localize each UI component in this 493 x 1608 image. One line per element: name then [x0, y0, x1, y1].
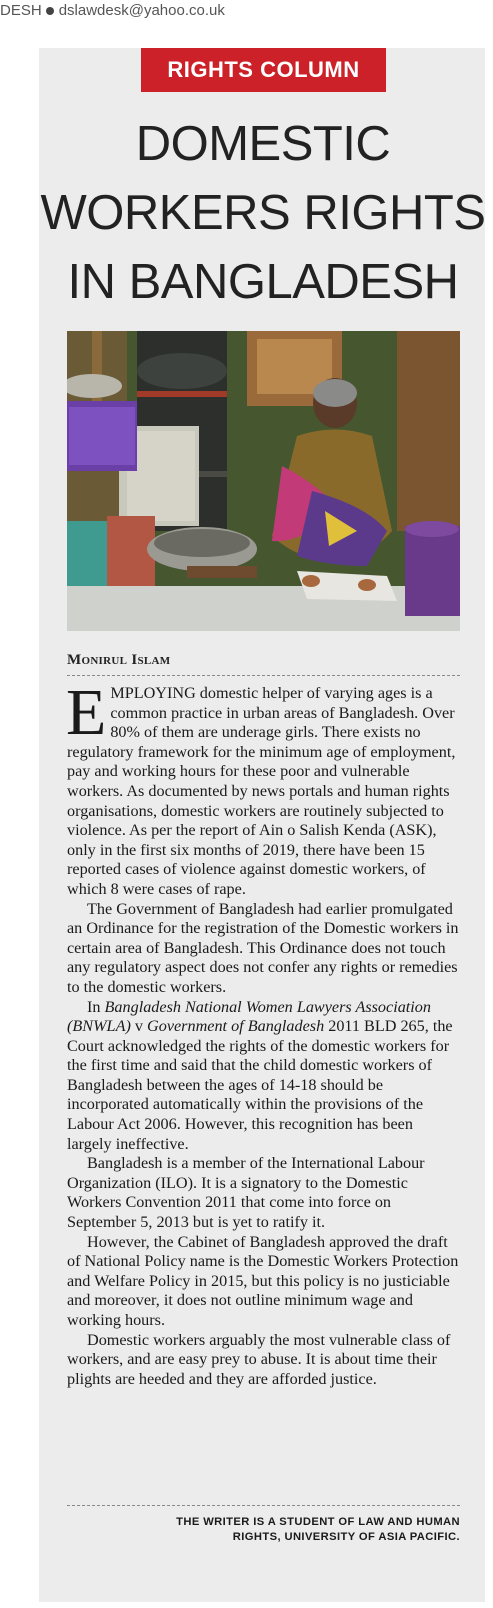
case-versus: v: [130, 1017, 148, 1036]
paragraph-5: However, the Cabinet of Bangladesh approved the draft of National Policy name is the Domestic Workers Protection and Welfare Policy in 2015, but this policy is no justiciable and moreover, it does not outline minimum wage and working hours.: [67, 1232, 459, 1329]
case-party-2: Government of Bangladesh: [147, 1017, 325, 1036]
paragraph-1: [66, 676, 460, 900]
article-photo: [67, 331, 460, 631]
author-byline: Monirul Islam: [67, 652, 171, 668]
author-note-line-1: THE WRITER IS A STUDENT OF LAW AND HUMAN: [176, 1516, 460, 1528]
footer-divider: [67, 1505, 460, 1506]
domestic-worker-photo: [67, 331, 460, 631]
paragraph-3-rest: 2011 BLD 265, the Court acknowledged the rights of the domestic workers for the first time and said that the child domestic workers of Bangladesh between the ages of 14-18 should be incorporated automatically within the provisions of the Labour Act 2006. However, this recognition has been largely ineffective.: [67, 1017, 453, 1153]
column-tag: RIGHTS COLUMN: [141, 48, 386, 92]
paragraph-2: The Government of Bangladesh had earlier promulgated an Ordinance for the registration of the Domestic workers in certain area of Bangladesh. This Ordinance does not touch any regulatory aspect does not confer any rights or remedies to the domestic workers.: [67, 899, 459, 996]
section-name: DESH: [0, 2, 42, 19]
paragraph-6: Domestic workers arguably the most vulnerable class of workers, and are easy prey to abuse. It is about time their plights are heeded and they are afforded justice.: [67, 1330, 451, 1388]
paragraph-4: Bangladesh is a member of the International Labour Organization (ILO). It is a signatory to the Domestic Workers Convention 2011 that come into force on September 5, 2013 but is yet to ratify it.: [67, 1154, 425, 1232]
headline-line-3: IN BANGLADESH: [67, 255, 459, 309]
author-note-line-2: RIGHTS, UNIVERSITY OF ASIA PACIFIC.: [232, 1531, 460, 1543]
section-header: [0, 0, 493, 22]
drop-cap: E: [66, 676, 107, 749]
headline-line-2: WORKERS RIGHTS: [40, 186, 486, 240]
bullet-icon: [46, 7, 54, 15]
contact-email: dslawdesk@yahoo.co.uk: [58, 2, 225, 19]
author-note: [67, 1515, 460, 1545]
paragraph-3: [67, 998, 460, 1155]
headline-line-1: DOMESTIC: [135, 117, 391, 171]
paragraph-3-lead: In: [87, 997, 105, 1016]
case-party-1: Bangladesh National Women Lawyers Association (BNWLA): [67, 997, 431, 1036]
paragraph-1-text: MPLOYING domestic helper of varying ages is a common practice in urban areas of Bangladesh. Over 80% of them are underage girls. There exists no regulatory framework for the minimum age of employment, pay and working hours for these poor and vulnerable workers. As documented by news portals and human rights organisations, domestic workers are routinely subjected to violence. As per the report of Ain o Salish Kenda (ASK), only in the first six months of 2019, there have been 15 reported cases of violence against domestic workers, of which 8 were cases of rape.: [67, 684, 456, 898]
article-headline: [40, 110, 486, 317]
byline-divider: [67, 675, 460, 676]
article-body: [66, 676, 460, 1389]
